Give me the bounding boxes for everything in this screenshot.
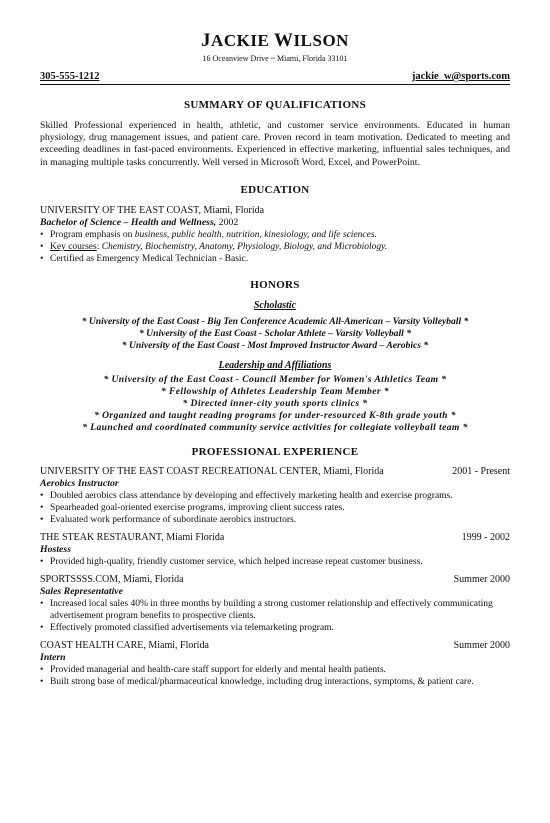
honor-item: * University of the East Coast - Scholar Athlete – Varsity Volleyball * <box>138 327 411 339</box>
job-org: UNIVERSITY OF THE EAST COAST RECREATIONAL CENTER, Miami, Florida <box>40 465 384 477</box>
leadership-title: Leadership and Affiliations <box>218 359 332 371</box>
job-bullet: • Built strong base of medical/pharmaceutical knowledge, including drug interactions, symptoms, & patient care. <box>40 676 510 688</box>
education-block <box>40 205 510 265</box>
school-name: UNIVERSITY OF THE EAST COAST, Miami, Florida <box>40 204 265 216</box>
job-header <box>40 574 510 586</box>
job-entry <box>40 640 510 688</box>
candidate-name: JACKIE WILSON <box>201 30 349 51</box>
honor-item: * Organized and taught reading programs for under-resourced K-8th grade youth * <box>94 409 456 421</box>
job-bullet: • Spearheaded goal-oriented exercise programs, improving client success rates. <box>40 502 510 514</box>
honor-item: * University of the East Coast - Most Improved Instructor Award – Aerobics * <box>121 339 429 351</box>
education-bullet: • Key courses: Chemistry, Biochemistry, Anatomy, Physiology, Biology, and Microbiology. <box>40 241 510 253</box>
honor-item: * University of the East Coast - Council Member for Women's Athletics Team * <box>103 373 447 385</box>
phone-number: 305-555-1212 <box>40 71 100 82</box>
honors-title: HONORS <box>250 278 300 291</box>
summary-title: SUMMARY OF QUALIFICATIONS <box>183 99 367 111</box>
job-org: COAST HEALTH CARE, Miami, Florida <box>40 639 209 651</box>
resume-page <box>0 31 550 823</box>
summary-text: Skilled Professional experienced in health, athletic, and customer service environments. Educated in human physiology, drug management issues, and patient care. Proven record in team motivation. Dedicated to meeting and exceeding deadlines in fast-paced environments. Experienced in effective marketing, influential sales techniques, and in managing multiple tasks concurrently. Well versed in Microsoft Word, Excel, and PowerPoint. <box>40 120 510 168</box>
job-org: SPORTSSSS.COM, Miami, Florida <box>40 573 184 585</box>
experience-title: PROFESSIONAL EXPERIENCE <box>191 445 359 458</box>
honor-item: * University of the East Coast - Big Ten Conference Academic All-American – Varsity Volleyball * <box>81 315 469 327</box>
job-org: THE STEAK RESTAURANT, Miami Florida <box>40 531 225 543</box>
job-bullet: • Provided managerial and health-care staff support for elderly and mental health patients. <box>40 664 510 676</box>
contact-line <box>40 71 510 85</box>
address: 16 Oceanview Drive ~ Miami, Florida 33101 <box>202 54 348 63</box>
job-entry <box>40 574 510 634</box>
job-role: Aerobics Instructor <box>40 477 119 489</box>
job-header <box>40 532 510 544</box>
honor-item: * Directed inner-city youth sports clinics * <box>182 397 368 409</box>
job-dates: Summer 2000 <box>453 639 510 651</box>
email-address: jackie_w@sports.com <box>411 71 510 82</box>
job-dates: Summer 2000 <box>453 573 510 585</box>
honor-item: * Fellowship of Athletes Leadership Team Member * <box>160 385 390 397</box>
job-bullet: • Evaluated work performance of subordinate aerobics instructors. <box>40 514 510 526</box>
honor-item: * Launched and coordinated community service activities for collegiate volleyball team * <box>82 421 468 433</box>
job-dates: 2001 - Present <box>452 465 510 477</box>
job-bullet: • Effectively promoted classified advertisements via telemarketing program. <box>40 622 510 634</box>
scholastic-title: Scholastic <box>253 299 297 311</box>
education-bullet: • Program emphasis on business, public health, nutrition, kinesiology, and life sciences. <box>40 229 510 241</box>
job-bullet: • Provided high-quality, friendly customer service, which helped increase repeat customer business. <box>40 556 510 568</box>
job-header <box>40 466 510 478</box>
job-header <box>40 640 510 652</box>
job-entry <box>40 466 510 526</box>
scholastic-list <box>40 316 510 352</box>
degree-line: Bachelor of Science – Health and Wellness, 2002 <box>40 216 239 228</box>
job-role: Intern <box>40 651 66 663</box>
education-bullet: • Certified as Emergency Medical Technician - Basic. <box>40 253 510 265</box>
leadership-list <box>40 374 510 434</box>
job-dates: 1999 - 2002 <box>461 531 510 543</box>
job-entry <box>40 532 510 568</box>
job-role: Sales Representative <box>40 585 123 597</box>
job-bullet: • Increased local sales 40% in three months by building a strong customer relationship and effectively communicating advertisement program benefits to prospective clients. <box>40 598 510 622</box>
job-role: Hostess <box>40 543 72 555</box>
education-title: EDUCATION <box>240 183 310 196</box>
job-bullet: • Doubled aerobics class attendance by developing and effectively marketing health and exercise programs. <box>40 490 510 502</box>
